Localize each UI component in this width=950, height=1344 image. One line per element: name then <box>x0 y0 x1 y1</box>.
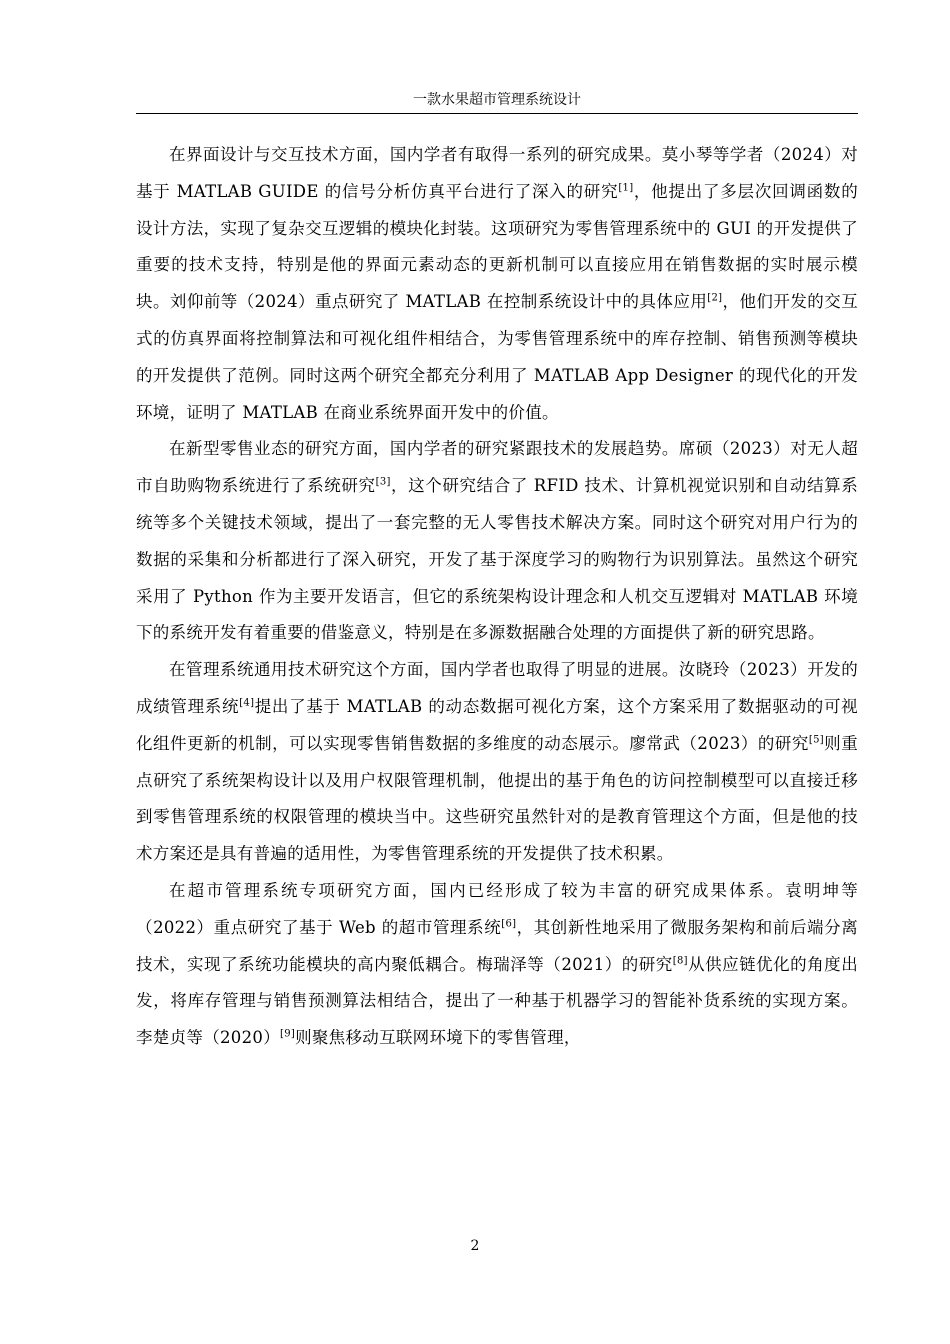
citation-ref: [5] <box>808 734 824 746</box>
paragraph-management-systems <box>136 652 858 873</box>
text-run: 从供应链优化的角度出发，将库存管理与销售预测算法相结合，提出了一种基于机器学习的智能补货系统的实现方案。李楚贞等（2020） <box>136 954 858 1048</box>
citation-ref: [6] <box>501 918 517 930</box>
text-run: ，其创新性地采用了微服务架构和前后端分离技术，实现了系统功能模块的高内聚低耦合。梅瑞泽等（2021）的研究 <box>136 917 859 974</box>
page-header: 一款水果超市管理系统设计 <box>413 92 581 108</box>
citation-ref: [1] <box>618 182 634 194</box>
citation-ref: [8] <box>672 955 688 967</box>
text-run: ，这个研究结合了 RFID 技术、计算机视觉识别和自动结算系统等多个关键技术领域，提出了一套完整的无人零售技术解决方案。同时这个研究对用户行为的数据的采集和分析都进行了深入研究，开发了基于深度学习的购物行为识别算法。虽然这个研究采用了 Python 作为主要开发语言，但它的系统架构设计理念和人机交互逻辑对 MATLAB 环境下的系统开发有着重要的借鉴意义，特别是在多源数据融合处理的方面提供了新的研究思路。 <box>136 476 859 643</box>
text-run: 在界面设计与交互技术方面，国内学者有取得一系列的研究成果。莫小琴等学者（2024）对基于 MATLAB GUIDE 的信号分析仿真平台进行了深入的研究 <box>136 145 858 201</box>
text-run: 在管理系统通用技术研究这个方面，国内学者也取得了明显的进展。汝晓玲（2023）开发的成绩管理系统 <box>136 660 858 716</box>
text-run: 则聚焦移动互联网环境下的零售管理， <box>295 1028 581 1048</box>
text-run: ，他们开发的交互式的仿真界面将控制算法和可视化组件相结合，为零售管理系统中的库存控制、销售预测等模块的开发提供了范例。同时这两个研究全都充分利用了 MATLAB App Designer 的现代化的开发环境，证明了 MATLAB 在商业系统界面开发中的价值。 <box>136 292 858 422</box>
paragraph-new-retail <box>136 431 858 652</box>
citation-ref: [3] <box>375 476 391 488</box>
paragraph-ui-interaction <box>136 137 858 431</box>
text-run: 则重点研究了系统架构设计以及用户权限管理机制，他提出的基于角色的访问控制模型可以直接迁移到零售管理系统的权限管理的模块当中。这些研究虽然针对的是教育管理这个方面，但是他的技术方案还是具有普遍的适用性，为零售管理系统的开发提供了技术积累。 <box>136 733 858 864</box>
page-number: 2 <box>470 1238 480 1254</box>
body-text <box>136 137 858 1057</box>
citation-ref: [9] <box>280 1028 296 1040</box>
citation-ref: [2] <box>707 292 723 304</box>
paragraph-supermarket-systems <box>136 873 858 1057</box>
text-run: ，他提出了多层次回调函数的设计方法，实现了复杂交互逻辑的模块化封装。这项研究为零售管理系统中的 GUI 的开发提供了重要的技术支持，特别是他的界面元素动态的更新机制可以直接应用在销售数据的实时展示模块。刘仰前等（2024）重点研究了 MATLAB 在控制系统设计中的具体应用 <box>136 181 858 312</box>
text-run: 在超市管理系统专项研究方面，国内已经形成了较为丰富的研究成果体系。袁明坤等（2022）重点研究了基于 Web 的超市管理系统 <box>136 880 858 937</box>
header-divider <box>136 113 858 114</box>
citation-ref: [4] <box>239 697 255 709</box>
text-run: 提出了基于 MATLAB 的动态数据可视化方案，这个方案采用了数据驱动的可视化组件更新的机制，可以实现零售销售数据的多维度的动态展示。廖常武（2023）的研究 <box>136 696 858 753</box>
text-run: 在新型零售业态的研究方面，国内学者的研究紧跟技术的发展趋势。席硕（2023）对无人超市自助购物系统进行了系统研究 <box>136 439 858 496</box>
